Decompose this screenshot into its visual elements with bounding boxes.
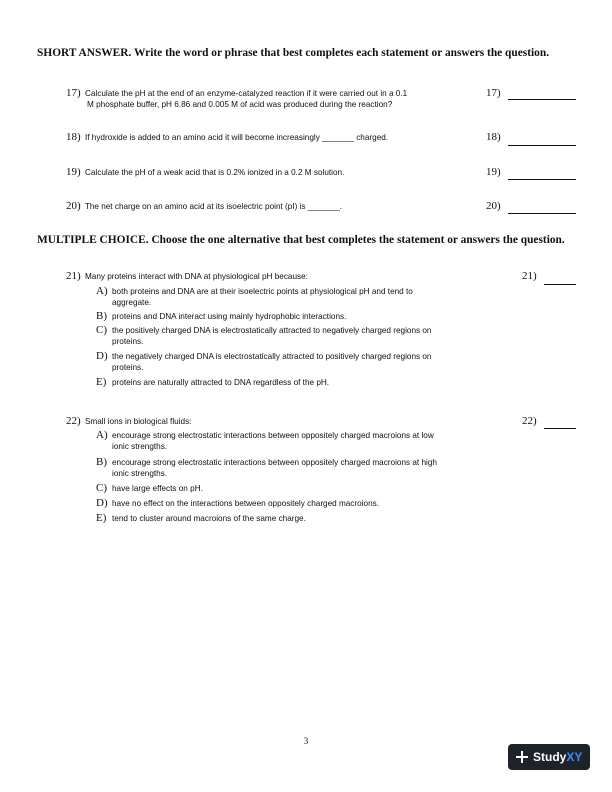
question-number: 17) <box>66 87 81 99</box>
option-21-c[interactable] <box>96 325 516 347</box>
option-text: encourage strong electrostatic interactions between oppositely charged macroions at high <box>112 458 437 467</box>
option-21-a[interactable] <box>96 286 516 308</box>
option-21-b[interactable] <box>96 311 516 322</box>
page-number: 3 <box>303 736 309 746</box>
question-17 <box>66 88 486 110</box>
question-text: If hydroxide is added to an amino acid it will become increasingly _______ charged. <box>84 133 389 142</box>
multiple-choice-header: MULTIPLE CHOICE. Choose the one alternative that best completes the statement or answers the question. <box>37 234 565 246</box>
question-text: The net charge on an amino acid at its isoelectric point (pI) is _______. <box>84 202 342 211</box>
question-number: 21) <box>66 270 81 282</box>
answer-blank-20[interactable] <box>508 213 576 214</box>
question-stem: Small ions in biological fluids: <box>84 417 192 426</box>
question-text: Calculate the pH of a weak acid that is 0.2% ionized in a 0.2 M solution. <box>84 168 345 177</box>
question-21 <box>66 271 486 282</box>
option-text: both proteins and DNA are at their isoelectric points at physiological pH and tend to <box>112 287 413 296</box>
option-22-b[interactable] <box>96 457 516 479</box>
badge-brand-accent: XY <box>566 750 583 764</box>
question-number: 19) <box>66 166 81 178</box>
option-text-continued: proteins. <box>112 337 144 346</box>
option-text: tend to cluster around macroions of the same charge. <box>112 514 306 523</box>
option-text: have large effects on pH. <box>112 484 203 493</box>
option-text: have no effect on the interactions between oppositely charged macroions. <box>112 499 380 508</box>
badge-brand: Study <box>533 750 567 764</box>
answer-blank-17[interactable] <box>508 99 576 100</box>
question-text: Calculate the pH at the end of an enzyme-catalyzed reaction if it were carried out in a 0.1 <box>84 89 408 98</box>
answer-blank-22[interactable] <box>544 428 576 429</box>
option-text-continued: ionic strengths. <box>112 442 168 451</box>
question-20 <box>66 201 486 212</box>
answer-number-20: 20) <box>486 200 501 212</box>
question-stem: Many proteins interact with DNA at physiological pH because: <box>84 272 308 281</box>
option-letter: B) <box>96 456 107 468</box>
option-21-d[interactable] <box>96 351 516 373</box>
option-22-a[interactable] <box>96 430 516 452</box>
option-letter: E) <box>96 512 107 524</box>
question-number: 20) <box>66 200 81 212</box>
question-19 <box>66 167 486 178</box>
option-21-e[interactable] <box>96 377 516 388</box>
answer-blank-19[interactable] <box>508 179 576 180</box>
option-text: encourage strong electrostatic interactions between oppositely charged macroions at low <box>112 431 434 440</box>
studyxy-badge[interactable] <box>508 744 590 770</box>
option-letter: C) <box>96 482 107 494</box>
option-text: the positively charged DNA is electrostatically attracted to negatively charged regions on <box>112 326 432 335</box>
short-answer-header: SHORT ANSWER. Write the word or phrase that best completes each statement or answers the question. <box>37 47 550 59</box>
question-text-continued: M phosphate buffer, pH 6.86 and 0.005 M of acid was produced during the reaction? <box>87 100 393 109</box>
question-18 <box>66 132 486 143</box>
option-text-continued: proteins. <box>112 363 144 372</box>
plus-icon <box>516 751 528 763</box>
answer-number-18: 18) <box>486 131 501 143</box>
option-text: proteins are naturally attracted to DNA regardless of the pH. <box>112 378 330 387</box>
question-22 <box>66 416 486 427</box>
option-text-continued: ionic strengths. <box>112 469 168 478</box>
option-text: the negatively charged DNA is electrostatically attracted to positively charged regions on <box>112 352 432 361</box>
answer-number-22: 22) <box>522 415 537 427</box>
option-letter: D) <box>96 350 108 362</box>
answer-blank-21[interactable] <box>544 284 576 285</box>
option-letter: B) <box>96 310 107 322</box>
question-number: 22) <box>66 415 81 427</box>
option-letter: A) <box>96 285 108 297</box>
option-text: proteins and DNA interact using mainly hydrophobic interactions. <box>112 312 347 321</box>
answer-blank-18[interactable] <box>508 145 576 146</box>
option-22-d[interactable] <box>96 498 516 509</box>
question-number: 18) <box>66 131 81 143</box>
option-22-c[interactable] <box>96 483 516 494</box>
answer-number-19: 19) <box>486 166 501 178</box>
option-22-e[interactable] <box>96 513 516 524</box>
option-letter: C) <box>96 324 107 336</box>
answer-number-17: 17) <box>486 87 501 99</box>
answer-number-21: 21) <box>522 270 537 282</box>
option-letter: D) <box>96 497 108 509</box>
option-text-continued: aggregate. <box>112 298 152 307</box>
option-letter: A) <box>96 429 108 441</box>
option-letter: E) <box>96 376 107 388</box>
